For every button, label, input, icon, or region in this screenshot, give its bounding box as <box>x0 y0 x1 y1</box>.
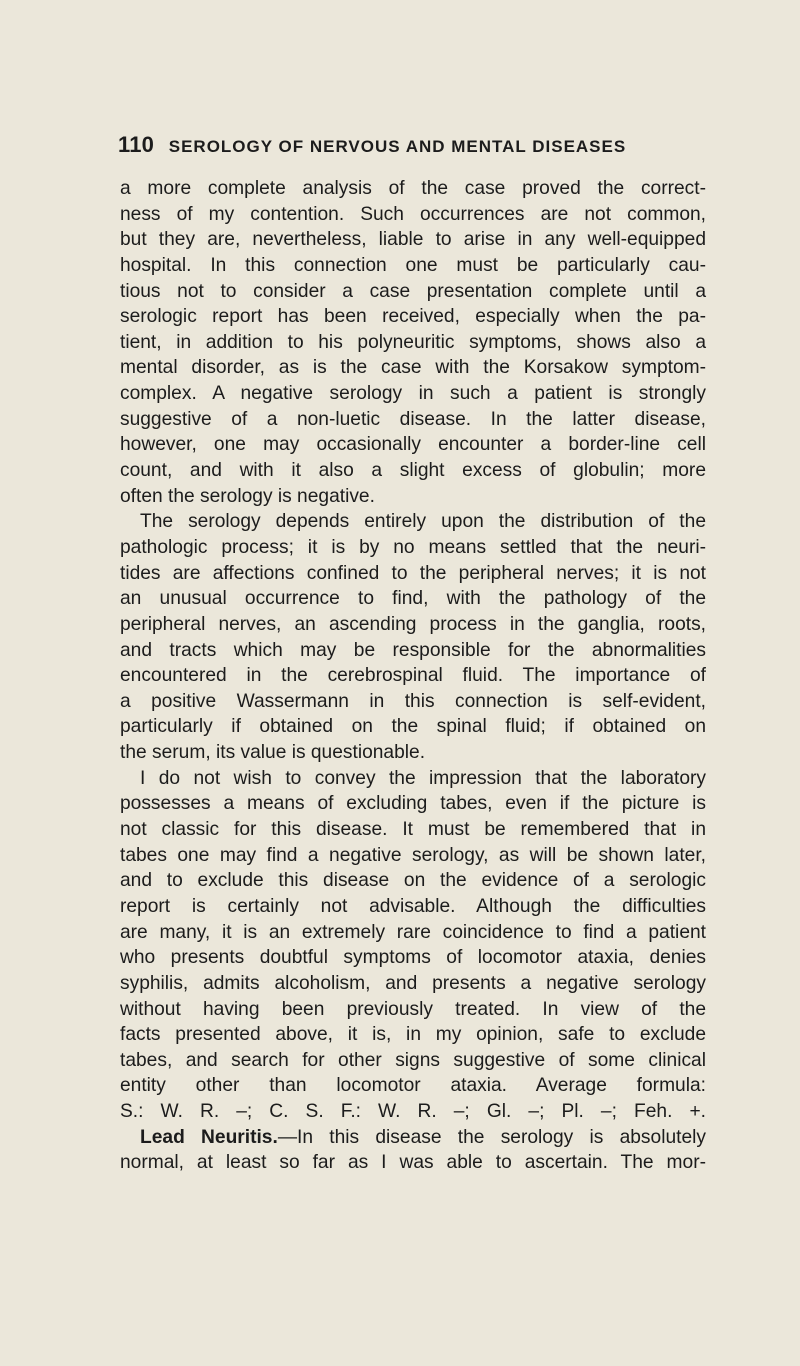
text-line: but they are, nevertheless, liable to arise in any well-equipped <box>120 229 706 251</box>
text-line: a more complete analysis of the case proved the correct- <box>120 178 706 199</box>
text-line: complex. A negative serology in such a patient is strongly <box>120 383 706 405</box>
text-line: I do not wish to convey the impression that the laboratory <box>140 767 706 789</box>
text-line: encountered in the cerebrospinal fluid. The importance of <box>120 665 706 687</box>
text-line: hospital. In this connection one must be particularly cau- <box>120 254 706 276</box>
text-line: The serology depends entirely upon the distribution of the <box>140 511 706 533</box>
text-line: suggestive of a non-luetic disease. In the latter disease, <box>120 408 706 430</box>
body-text <box>120 176 706 1176</box>
text-line: possesses a means of excluding tabes, even if the picture is <box>120 793 706 815</box>
text-line: the serum, its value is questionable. <box>120 742 426 764</box>
text-line: particularly if obtained on the spinal fluid; if obtained on <box>120 716 706 738</box>
text-line: ness of my contention. Such occurrences are not common, <box>120 203 706 225</box>
text-line: S.: W. R. –; C. S. F.: W. R. –; Gl. –; Pl. –; Feh. +. <box>120 1101 706 1123</box>
text-line: normal, at least so far as I was able to ascertain. The mor- <box>120 1152 706 1174</box>
text-line: entity other than locomotor ataxia. Average formula: <box>120 1075 706 1097</box>
text-line: syphilis, admits alcoholism, and presents a negative serology <box>120 972 706 994</box>
text-line: facts presented above, it is, in my opinion, safe to exclude <box>120 1024 706 1046</box>
text-line: report is certainly not advisable. Although the difficulties <box>120 895 706 917</box>
text-line: an unusual occurrence to find, with the pathology of the <box>120 588 706 610</box>
text-line: without having been previously treated. In view of the <box>120 998 706 1020</box>
text-line: tabes, and search for other signs suggestive of some clinical <box>120 1049 706 1071</box>
text-line: and to exclude this disease on the evidence of a serologic <box>120 870 706 892</box>
text-line: not classic for this disease. It must be remembered that in <box>120 819 706 841</box>
line-text: —In this disease the serology is absolutely <box>277 1126 706 1148</box>
running-head-title: SEROLOGY OF NERVOUS AND MENTAL DISEASES <box>168 137 627 156</box>
text-line: tabes one may find a negative serology, as will be shown later, <box>120 844 706 866</box>
text-line: serologic report has been received, especially when the pa- <box>120 306 706 328</box>
text-line: tient, in addition to his polyneuritic symptoms, shows also a <box>120 331 706 353</box>
text-line: mental disorder, as is the case with the Korsakow symptom- <box>120 357 706 379</box>
text-line: peripheral nerves, an ascending process in the ganglia, roots, <box>120 613 706 635</box>
text-line: a positive Wassermann in this connection is self-evident, <box>120 690 706 712</box>
text-line: and tracts which may be responsible for the abnormalities <box>120 639 706 661</box>
text-line: count, and with it also a slight excess of globulin; more <box>120 460 706 482</box>
section-heading: Lead Neuritis. <box>140 1126 278 1148</box>
text-line: are many, it is an extremely rare coincidence to find a patient <box>120 921 706 943</box>
text-line: tious not to consider a case presentation complete until a <box>120 280 706 302</box>
text-line: pathologic process; it is by no means settled that the neuri- <box>120 536 706 558</box>
text-line: often the serology is negative. <box>120 485 375 507</box>
page-number: 110 <box>118 132 155 157</box>
text-line: who presents doubtful symptoms of locomotor ataxia, denies <box>120 947 706 969</box>
text-line <box>120 1125 706 1151</box>
running-head <box>118 132 738 158</box>
text-line: however, one may occasionally encounter a border-line cell <box>120 434 706 456</box>
text-line: tides are affections confined to the peripheral nerves; it is not <box>120 562 706 584</box>
